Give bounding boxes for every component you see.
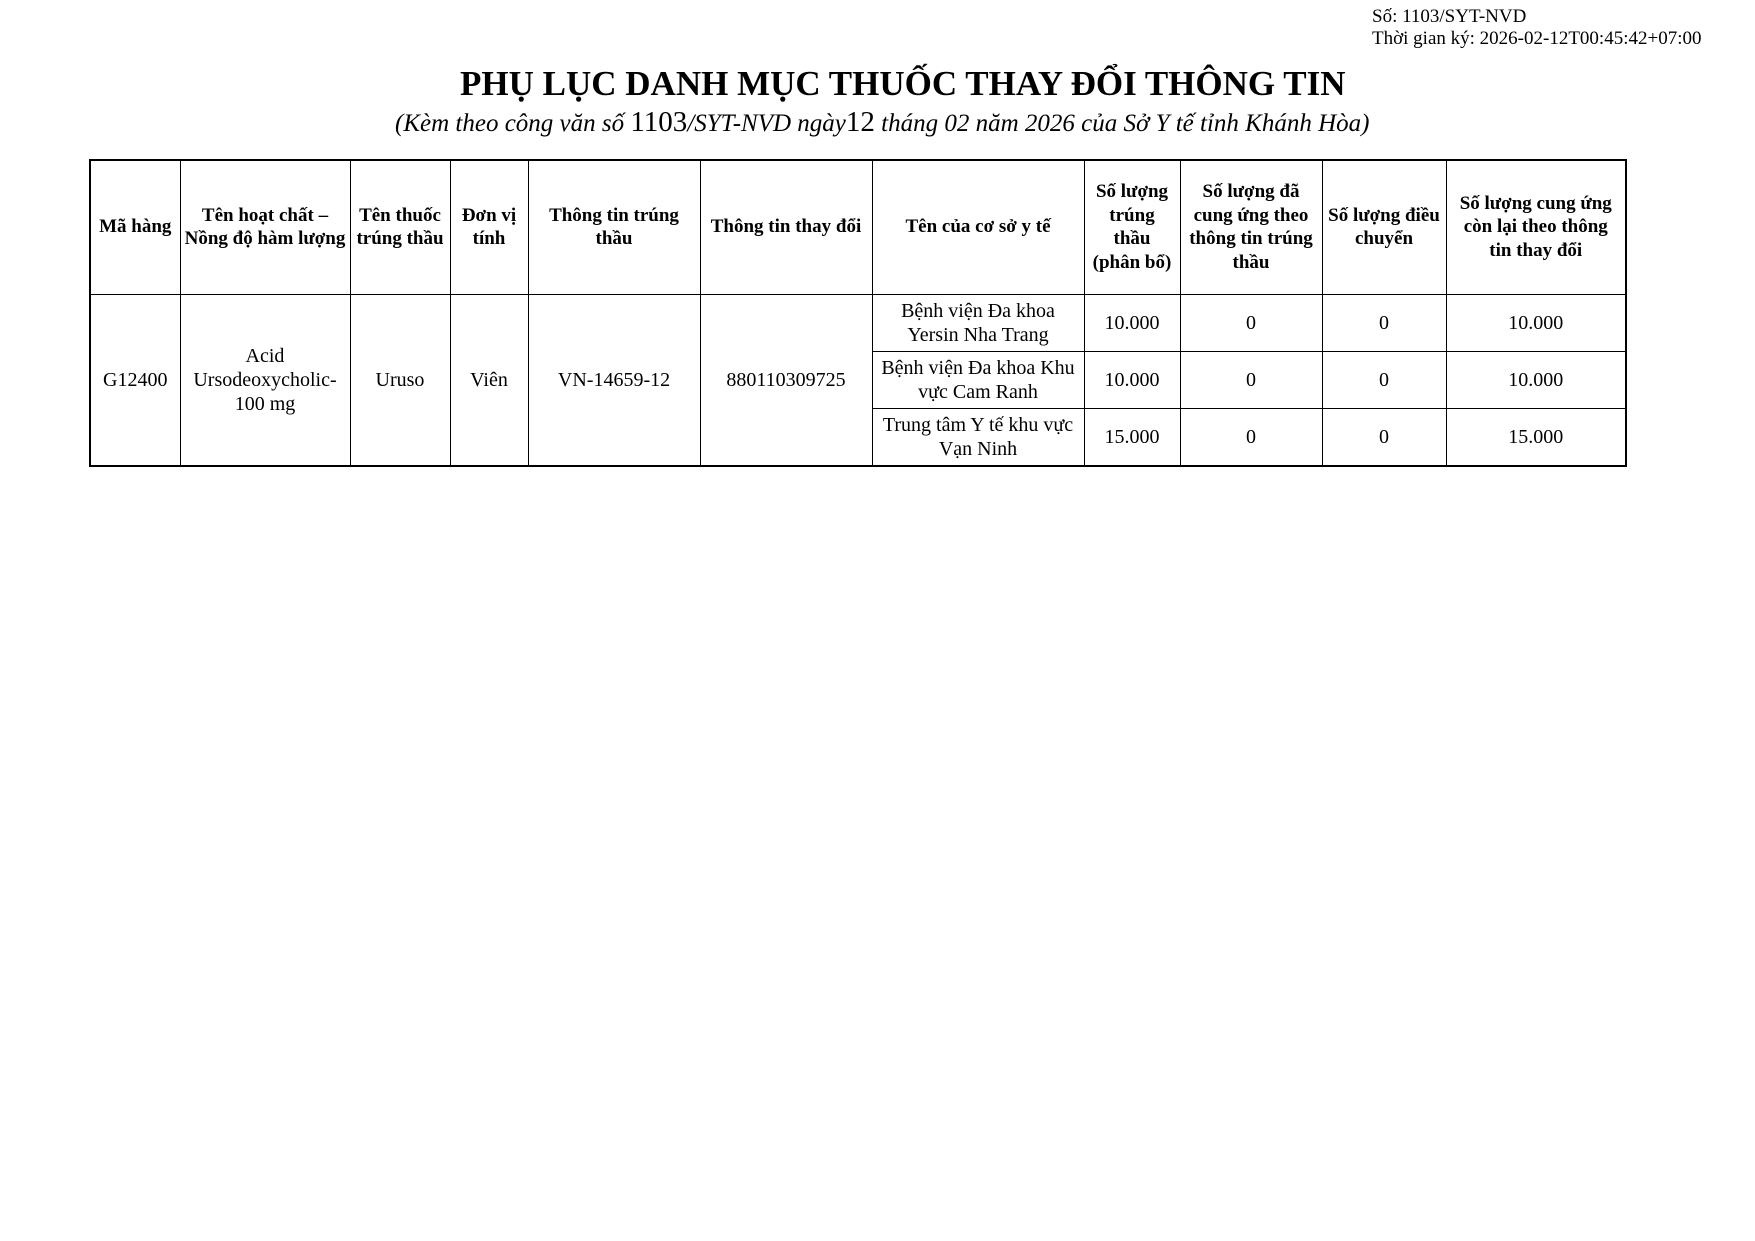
- cell-thong-tin-thay-doi: 880110309725: [700, 294, 872, 466]
- cell-qty-remaining: 10.000: [1446, 294, 1626, 351]
- cell-qty-remaining: 10.000: [1446, 351, 1626, 408]
- page-subtitle: [395, 106, 1369, 139]
- document-number: Số: 1103/SYT-NVD: [1372, 6, 1527, 27]
- cell-qty-awarded: 10.000: [1084, 294, 1180, 351]
- cell-facility-name: Trung tâm Y tế khu vực Vạn Ninh: [872, 408, 1084, 466]
- cell-qty-transferred: 0: [1322, 294, 1446, 351]
- sign-time: Thời gian ký: 2026-02-12T00:45:42+07:00: [1372, 28, 1702, 49]
- table-row: [90, 294, 1626, 351]
- page-title: PHỤ LỤC DANH MỤC THUỐC THAY ĐỔI THÔNG TIN: [460, 64, 1346, 103]
- header-so-luong-dieu-chuyen: Số lượng điều chuyển: [1322, 160, 1446, 294]
- cell-ma-hang: G12400: [90, 294, 180, 466]
- cell-qty-transferred: 0: [1322, 351, 1446, 408]
- header-thong-tin-thay-doi: Thông tin thay đổi: [700, 160, 872, 294]
- cell-facility-name: Bệnh viện Đa khoa Yersin Nha Trang: [872, 294, 1084, 351]
- header-ma-hang: Mã hàng: [90, 160, 180, 294]
- table-header-row: [90, 160, 1626, 294]
- cell-qty-transferred: 0: [1322, 408, 1446, 466]
- cell-qty-awarded: 10.000: [1084, 351, 1180, 408]
- cell-facility-name: Bệnh viện Đa khoa Khu vực Cam Ranh: [872, 351, 1084, 408]
- header-ten-co-so-y-te: Tên của cơ sở y tế: [872, 160, 1084, 294]
- cell-qty-awarded: 15.000: [1084, 408, 1180, 466]
- cell-qty-supplied: 0: [1180, 351, 1322, 408]
- header-ten-thuoc-trung-thau: Tên thuốc trúng thầu: [350, 160, 450, 294]
- drug-change-table: [89, 159, 1627, 467]
- cell-qty-supplied: 0: [1180, 294, 1322, 351]
- cell-don-vi: Viên: [450, 294, 528, 466]
- header-so-luong-trung-thau: Số lượng trúng thầu (phân bổ): [1084, 160, 1180, 294]
- header-so-luong-da-cung-ung: Số lượng đã cung ứng theo thông tin trúng thầu: [1180, 160, 1322, 294]
- header-thong-tin-trung-thau: Thông tin trúng thầu: [528, 160, 700, 294]
- header-ten-hoat-chat: Tên hoạt chất – Nồng độ hàm lượng: [180, 160, 350, 294]
- subtitle-ref-number: 1103: [630, 106, 688, 138]
- cell-qty-supplied: 0: [1180, 408, 1322, 466]
- cell-thong-tin-trung-thau: VN-14659-12: [528, 294, 700, 466]
- cell-qty-remaining: 15.000: [1446, 408, 1626, 466]
- subtitle-text-1: (Kèm theo công văn số: [395, 110, 631, 137]
- subtitle-text-3: tháng 02 năm 2026 của Sở Y tế tỉnh Khánh Hòa): [874, 110, 1370, 137]
- header-so-luong-con-lai: Số lượng cung ứng còn lại theo thông tin thay đổi: [1446, 160, 1626, 294]
- document-meta: [1372, 6, 1702, 50]
- subtitle-text-2: /SYT-NVD ngày: [687, 110, 846, 137]
- header-don-vi-tinh: Đơn vị tính: [450, 160, 528, 294]
- cell-hoat-chat: Acid Ursodeoxycholic- 100 mg: [180, 294, 350, 466]
- cell-ten-thuoc: Uruso: [350, 294, 450, 466]
- subtitle-day-number: 12: [845, 106, 875, 138]
